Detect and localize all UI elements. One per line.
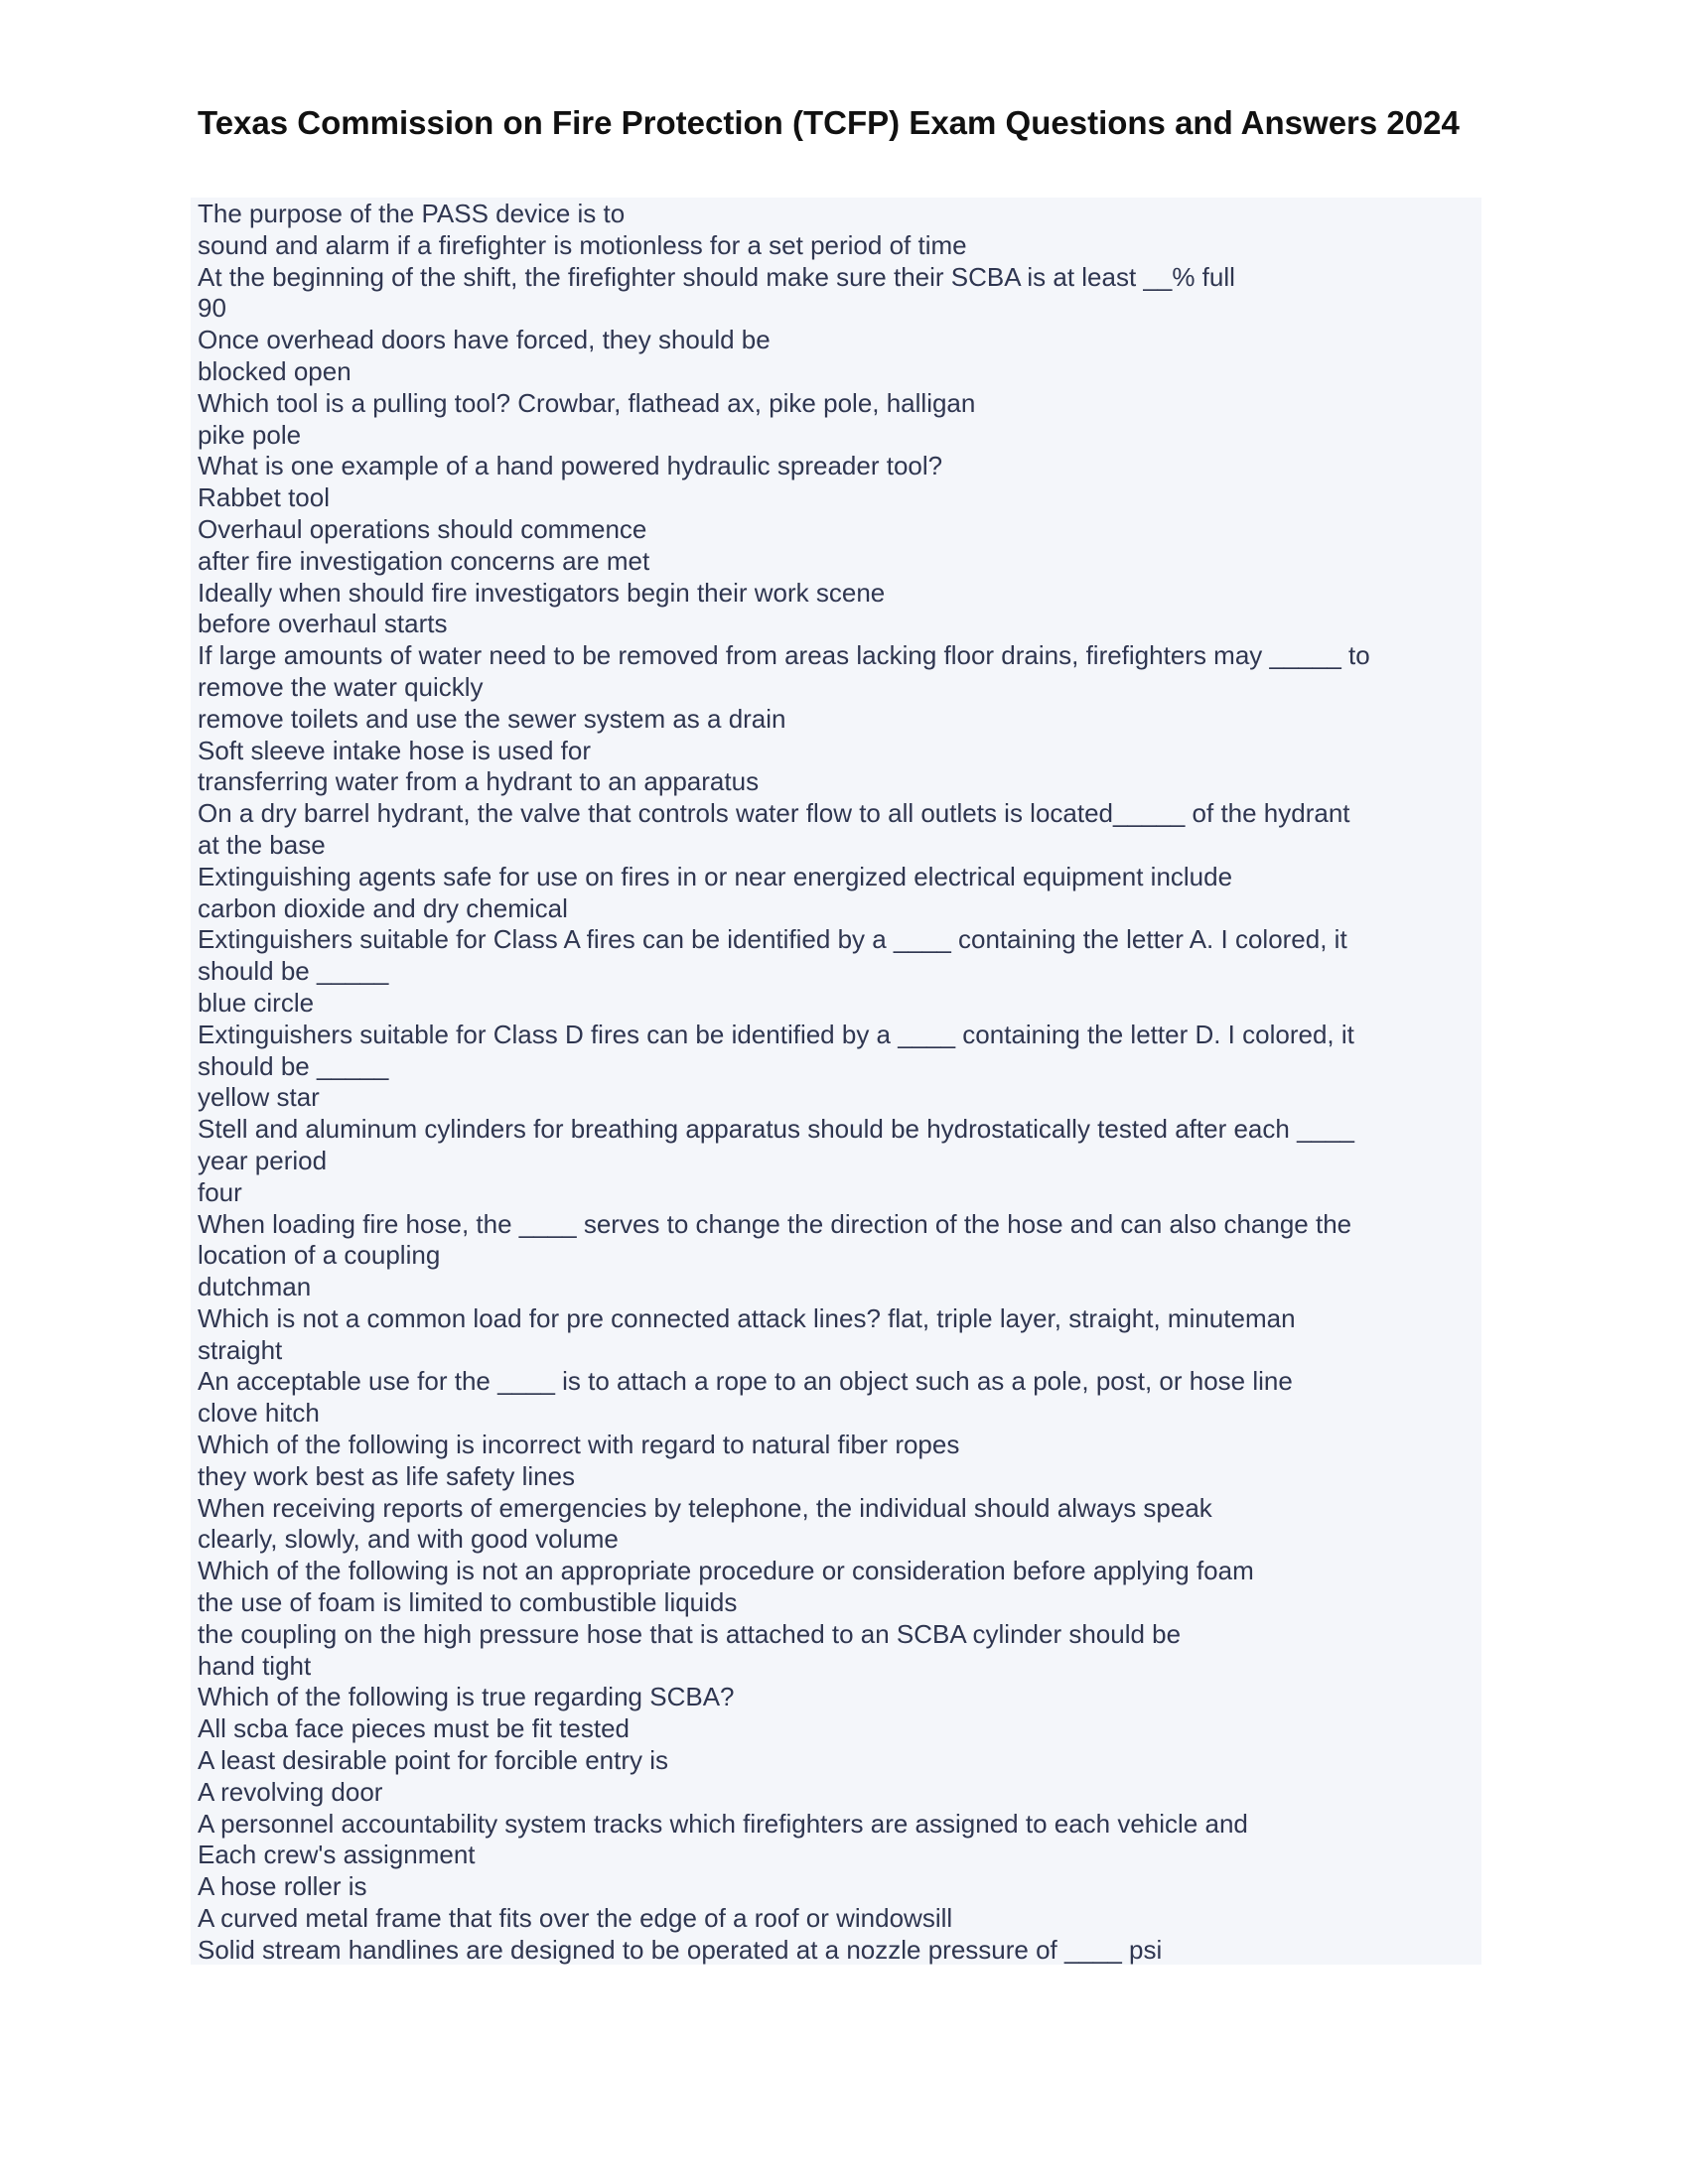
question-text: A least desirable point for forcible entry is <box>198 1745 669 1776</box>
question-text: Which of the following is not an appropriate procedure or consideration before applying foam <box>198 1556 1254 1586</box>
question-text: the coupling on the high pressure hose that is attached to an SCBA cylinder should be <box>198 1618 1182 1649</box>
answer-text: transferring water from a hydrant to an apparatus <box>198 766 760 797</box>
question-text: Solid stream handlines are designed to be operated at a nozzle pressure of ____ psi <box>198 1934 1163 1965</box>
question-text: should be _____ <box>198 1050 389 1081</box>
answer-text: before overhaul starts <box>198 609 448 639</box>
question-text: A hose roller is <box>198 1871 367 1902</box>
question-text: The purpose of the PASS device is to <box>198 199 626 228</box>
question-text: Overhaul operations should commence <box>198 513 647 544</box>
qa-item <box>198 1303 1469 1367</box>
qa-item <box>198 736 1469 799</box>
qa-item <box>198 578 1469 641</box>
qa-item <box>198 1493 1469 1557</box>
qa-item <box>198 1935 1469 1967</box>
qa-item <box>198 1020 1469 1114</box>
qa-item <box>198 262 1469 326</box>
question-text: On a dry barrel hydrant, the valve that controls water flow to all outlets is located_____ of the hydrant <box>198 798 1350 829</box>
question-text: Which tool is a pulling tool? Crowbar, flathead ax, pike pole, halligan <box>198 387 976 418</box>
answer-text: 90 <box>198 293 226 324</box>
answer-text: All scba face pieces must be fit tested <box>198 1713 630 1744</box>
qa-item <box>198 1682 1469 1745</box>
question-text: location of a coupling <box>198 1240 441 1271</box>
document-title: Texas Commission on Fire Protection (TCFP) Exam Questions and Answers 2024 <box>198 104 1460 141</box>
answer-text: at the base <box>198 829 326 860</box>
qa-item <box>198 1619 1469 1683</box>
question-text: year period <box>198 1145 328 1175</box>
question-text: Which of the following is true regarding SCBA? <box>198 1682 735 1712</box>
answer-text: pike pole <box>198 419 302 450</box>
question-text: Once overhead doors have forced, they should be <box>198 325 771 355</box>
answer-text: blue circle <box>198 987 315 1018</box>
qa-list <box>198 199 1469 1967</box>
question-text: Extinguishers suitable for Class D fires can be identified by a ____ containing the letter D. I colored, it <box>198 1019 1354 1049</box>
question-text: Soft sleeve intake hose is used for <box>198 735 592 765</box>
qa-item <box>198 1366 1469 1430</box>
question-text: A personnel accountability system tracks which firefighters are assigned to each vehicle and <box>198 1808 1248 1839</box>
answer-text: blocked open <box>198 355 352 386</box>
qa-item <box>198 199 1469 262</box>
qa-item <box>198 1114 1469 1208</box>
qa-item <box>198 1809 1469 1872</box>
answer-text: Each crew's assignment <box>198 1840 476 1870</box>
question-text: should be _____ <box>198 956 389 987</box>
answer-text: sound and alarm if a firefighter is motionless for a set period of time <box>198 229 967 260</box>
qa-item <box>198 388 1469 452</box>
answer-text: carbon dioxide and dry chemical <box>198 892 568 923</box>
answer-text: dutchman <box>198 1272 312 1302</box>
qa-item <box>198 1556 1469 1619</box>
question-text: When loading fire hose, the ____ serves to change the direction of the hose and can also change the <box>198 1208 1352 1239</box>
answer-text: after fire investigation concerns are met <box>198 545 650 576</box>
answer-text: clearly, slowly, and with good volume <box>198 1524 619 1555</box>
answer-text: hand tight <box>198 1650 312 1681</box>
question-text: Extinguishers suitable for Class A fires can be identified by a ____ containing the letter A. I colored, it <box>198 924 1347 955</box>
answer-text: the use of foam is limited to combustible liquids <box>198 1587 738 1618</box>
qa-item <box>198 1745 1469 1809</box>
qa-item <box>198 514 1469 578</box>
question-text: At the beginning of the shift, the firefighter should make sure their SCBA is at least __% full <box>198 261 1235 292</box>
answer-text: A revolving door <box>198 1776 383 1807</box>
answer-text: remove toilets and use the sewer system as a drain <box>198 703 786 734</box>
answer-text: straight <box>198 1334 283 1365</box>
question-text: An acceptable use for the ____ is to attach a rope to an object such as a pole, post, or hose line <box>198 1366 1293 1397</box>
answer-text: yellow star <box>198 1082 320 1113</box>
question-text: Stell and aluminum cylinders for breathing apparatus should be hydrostatically tested after each ____ <box>198 1114 1354 1145</box>
qa-item <box>198 924 1469 1019</box>
answer-text: Rabbet tool <box>198 482 330 513</box>
qa-item <box>198 1209 1469 1303</box>
question-text: When receiving reports of emergencies by telephone, the individual should always speak <box>198 1492 1212 1523</box>
answer-text: four <box>198 1176 242 1207</box>
question-text: Extinguishing agents safe for use on fires in or near energized electrical equipment include <box>198 861 1233 891</box>
question-text: Which is not a common load for pre connected attack lines? flat, triple layer, straight, minuteman <box>198 1302 1296 1333</box>
question-text: remove the water quickly <box>198 671 484 702</box>
qa-item <box>198 640 1469 735</box>
qa-item <box>198 862 1469 925</box>
qa-item <box>198 325 1469 388</box>
qa-item <box>198 1430 1469 1493</box>
qa-item <box>198 451 1469 514</box>
question-text: Ideally when should fire investigators begin their work scene <box>198 577 886 608</box>
question-text: If large amounts of water need to be removed from areas lacking floor drains, firefighters may _____ to <box>198 640 1370 671</box>
answer-text: they work best as life safety lines <box>198 1460 576 1491</box>
qa-item <box>198 1871 1469 1935</box>
answer-text: clove hitch <box>198 1398 320 1429</box>
question-text: Which of the following is incorrect with regard to natural fiber ropes <box>198 1430 960 1460</box>
qa-item <box>198 798 1469 862</box>
question-text: What is one example of a hand powered hydraulic spreader tool? <box>198 451 943 481</box>
answer-text: A curved metal frame that fits over the edge of a roof or windowsill <box>198 1903 953 1934</box>
